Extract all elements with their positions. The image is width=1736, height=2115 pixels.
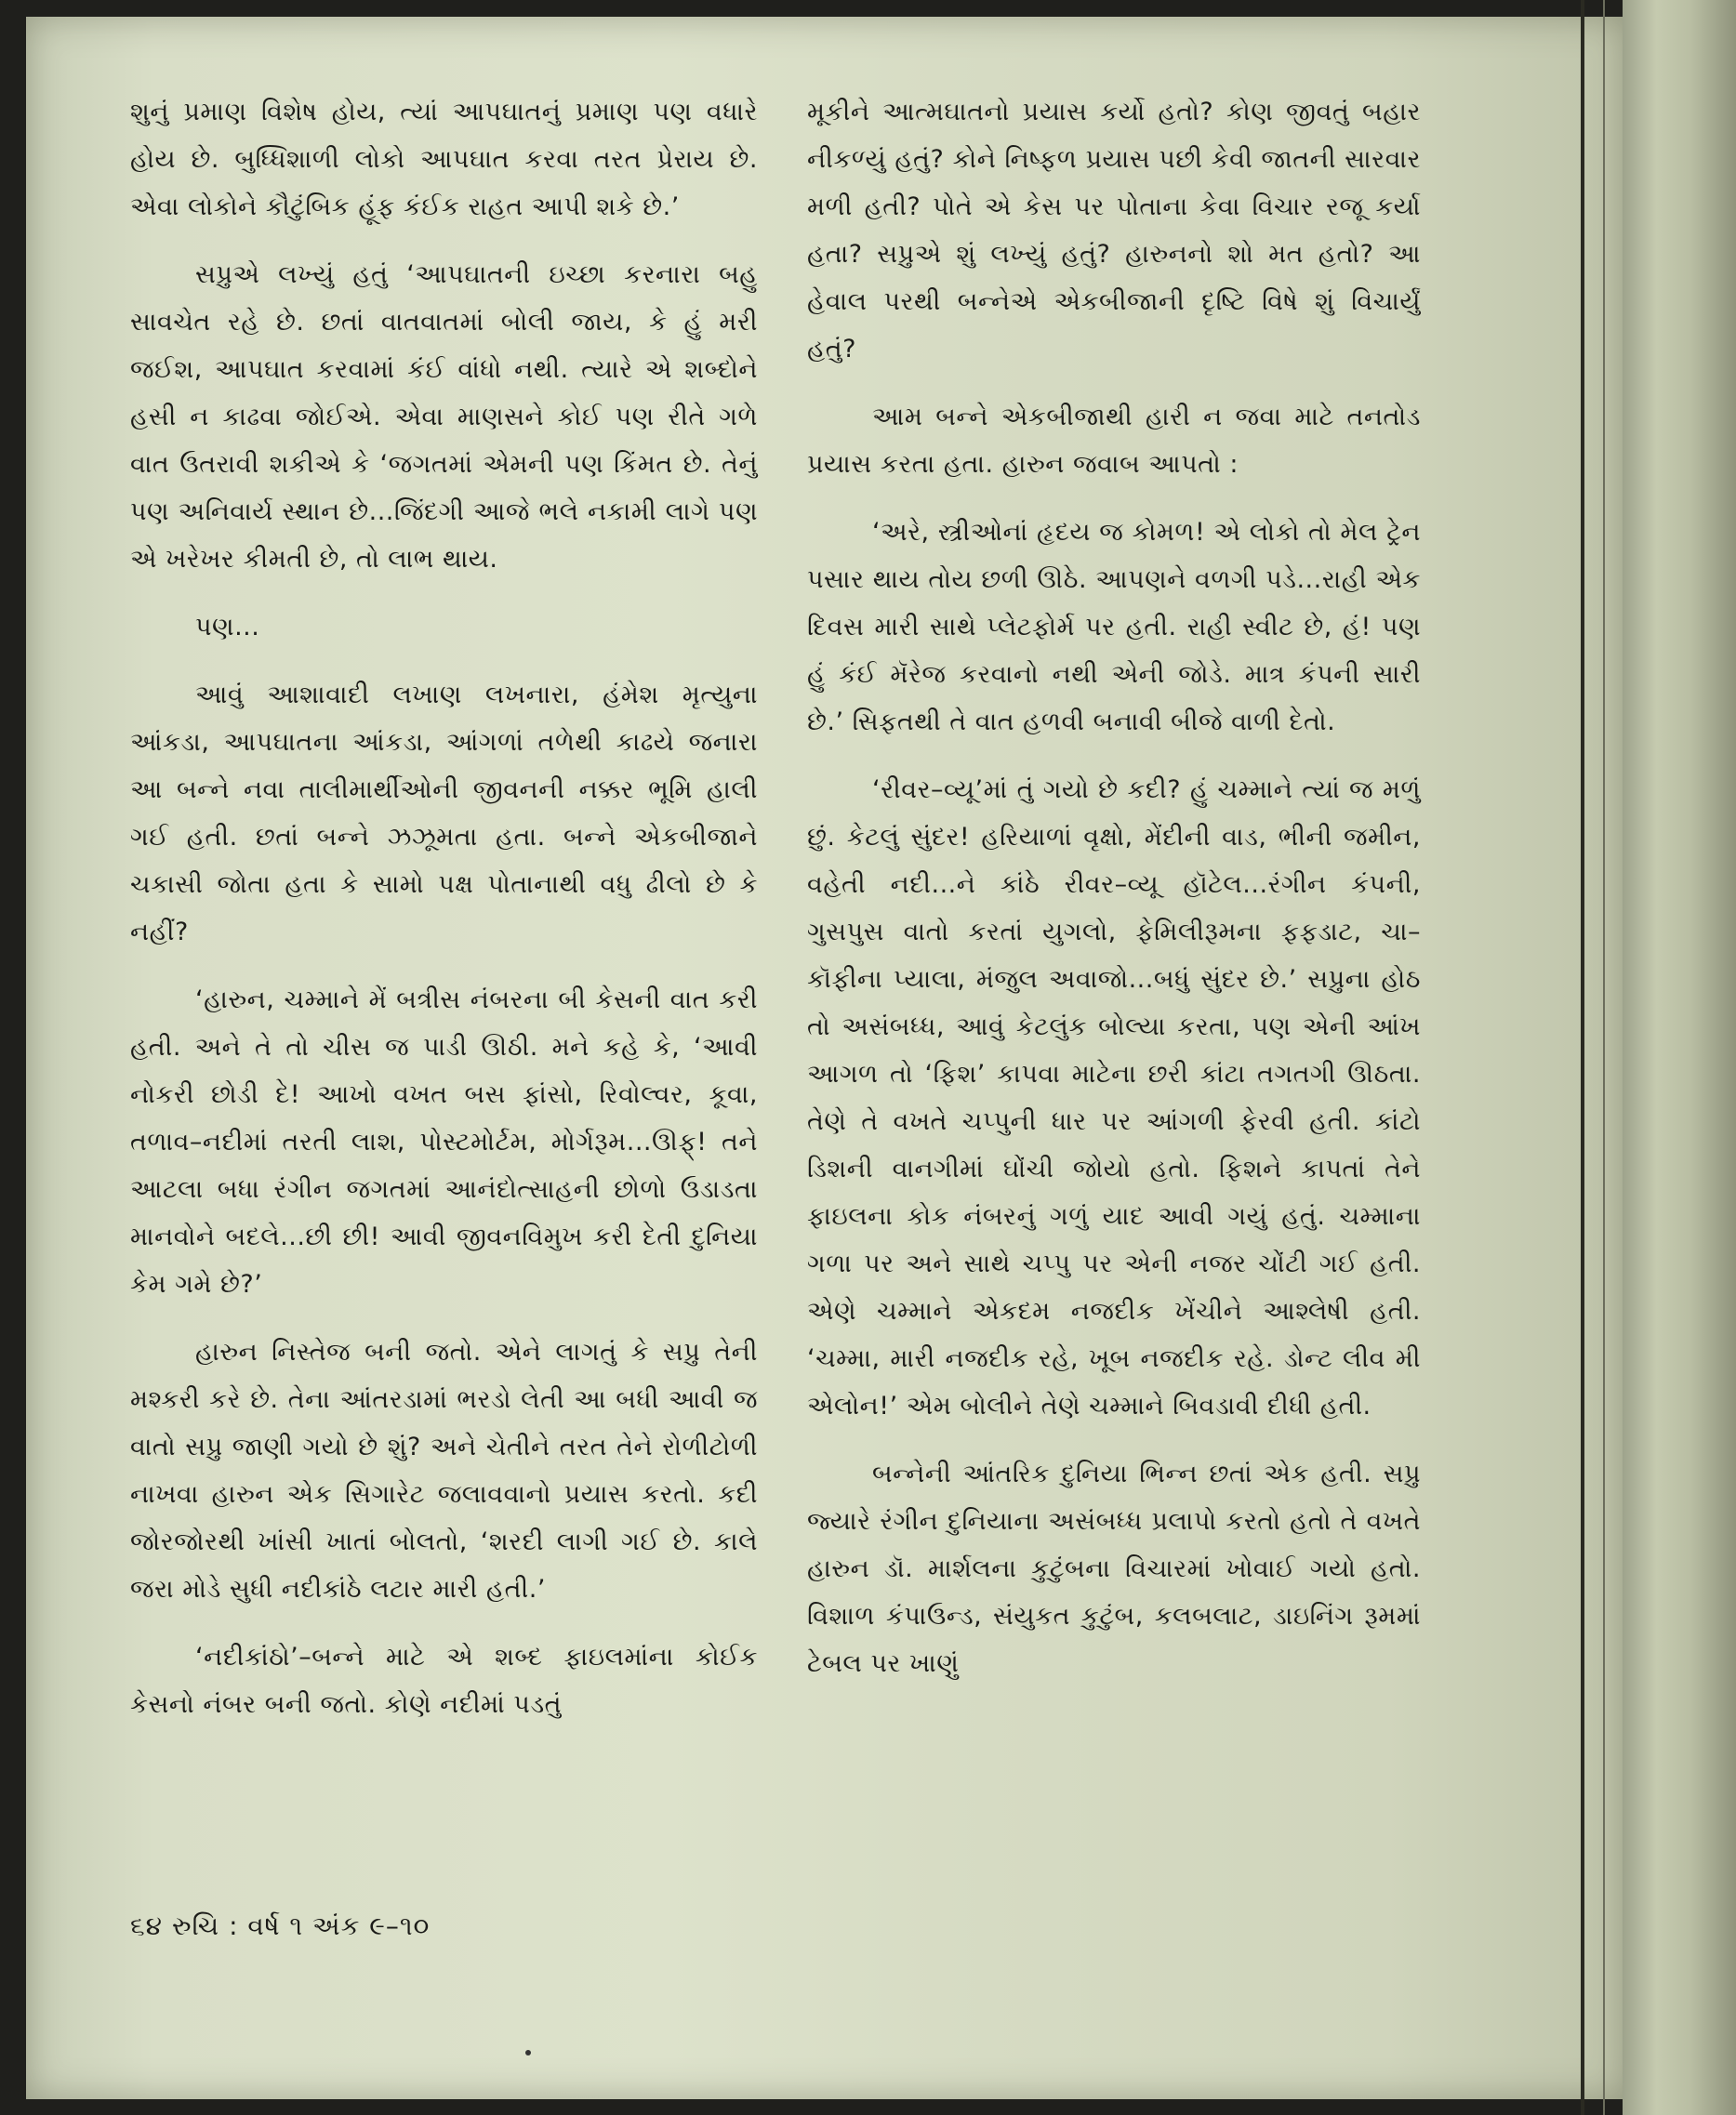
right-text-column [807, 88, 1421, 1708]
paragraph: હારુન નિસ્તેજ બની જતો. એને લાગતું કે સપ્રુ તેની મશ્કરી કરે છે. તેના આંતરડામાં ભરડો લેતી આ બધી આવી જ વાતો સપ્રુ જાણી ગયો છે શું? અને ચેતીને તરત તેને રોળીટોળી નાખવા હારુન એક સિગારેટ જલાવવાનો પ્રયાસ કરતો. કદી જોરજોરથી ખાંસી ખાતાં બોલતો, ‘શરદી લાગી ગઈ છે. કાલે જરા મોડે સુધી નદીકાંઠે લટાર મારી હતી.’ [130, 1338, 758, 1604]
paragraph: શુનું પ્રમાણ વિશેષ હોય, ત્યાં આપઘાતનું પ્રમાણ પણ વધારે હોય છે. બુધ્ધિશાળી લોકો આપઘાત કરવા તરત પ્રેરાય છે. એવા લોકોને કૌટુંબિક હૂંફ કંઈક રાહત આપી શકે છે.’ [130, 98, 758, 221]
paragraph: આમ બન્ને એકબીજાથી હારી ન જવા માટે તનતોડ પ્રયાસ કરતા હતા. હારુન જવાબ આપતો : [807, 403, 1421, 479]
paragraph: પણ... [195, 613, 260, 641]
page-footer: ૬૪ રુચિ : વર્ષ ૧ અંક ૯–૧૦ [130, 1910, 431, 1941]
paragraph: સપ્રુએ લખ્યું હતું ‘આપઘાતની ઇચ્છા કરનારા બહુ સાવચેત રહે છે. છતાં વાતવાતમાં બોલી જાય, કે હું મરી જઈશ, આપઘાત કરવામાં કંઈ વાંધો નથી. ત્યારે એ શબ્દોને હસી ન કાઢવા જોઈએ. એવા માણસને કોઈ પણ રીતે ગળે વાત ઉતરાવી શકીએ કે ‘જગતમાં એમની પણ કિંમત છે. તેનું પણ અનિવાર્ય સ્થાન છે...જિંદગી આજે ભલે નકામી લાગે પણ એ ખરેખર કીમતી છે, તો લાભ થાય. [130, 260, 758, 574]
paragraph: ‘હારુન, ચમ્માને મેં બત્રીસ નંબરના બી કેસની વાત કરી હતી. અને તે તો ચીસ જ પાડી ઊઠી. મને કહે કે, ‘આવી નોકરી છોડી દે! આખો વખત બસ ફાંસો, રિવોલ્વર, કૂવા, તળાવ–નદીમાં તરતી લાશ, પોસ્ટમોર્ટમ, મોર્ગરૂમ...ઊફ્! તને આટલા બધા રંગીન જગતમાં આનંદોત્સાહની છોળો ઉડાડતા માનવોને બદલે...છી છી! આવી જીવનવિમુખ કરી દેતી દુનિયા કેમ ગમે છે?’ [130, 985, 758, 1299]
ink-speck [525, 2050, 531, 2056]
left-text-column [130, 88, 758, 1749]
binding-fold-line [1581, 0, 1584, 2115]
binding-edge [1623, 0, 1736, 2115]
paragraph: ‘રીવર–વ્યૂ’માં તું ગયો છે કદી? હું ચમ્માને ત્યાં જ મળું છું. કેટલું સુંદર! હરિયાળાં વૃક્ષો, મેંદીની વાડ, ભીની જમીન, વહેતી નદી...ને કાંઠે રીવર–વ્યૂ હૉટેલ...રંગીન કંપની, ગુસપુસ વાતો કરતાં યુગલો, ફેમિલીરૂમના ફફડાટ, ચા–કૉફીના પ્યાલા, મંજુલ અવાજો...બધું સુંદર છે.’ સપ્રુના હોઠ તો અસંબધ્ધ, આવું કેટલુંક બોલ્યા કરતા, પણ એની આંખ આગળ તો ‘ફિશ’ કાપવા માટેના છરી કાંટા તગતગી ઊઠતા. તેણે તે વખતે ચપ્પુની ધાર પર આંગળી ફેરવી હતી. કાંટો ડિશની વાનગીમાં ઘોંચી જોયો હતો. ફિશને કાપતાં તેને ફાઇલના કોક નંબરનું ગળું યાદ આવી ગયું હતું. ચમ્માના ગળા પર અને સાથે ચપ્પુ પર એની નજર ચોંટી ગઈ હતી. એણે ચમ્માને એકદમ નજદીક ખેંચીને આશ્લેષી હતી. ‘ચમ્મા, મારી નજદીક રહે, ખૂબ નજદીક રહે. ડોન્ટ લીવ મી એલોન!’ એમ બોલીને તેણે ચમ્માને બિવડાવી દીધી હતી. [807, 775, 1421, 1421]
paragraph: આવું આશાવાદી લખાણ લખનારા, હંમેશ મૃત્યુના આંકડા, આપઘાતના આંકડા, આંગળાં તળેથી કાઢયે જનારા આ બન્ને નવા તાલીમાર્થીઓની જીવનની નક્કર ભૂમિ હાલી ગઈ હતી. છતાં બન્ને ઝઝૂમતા હતા. બન્ને એકબીજાને ચકાસી જોતા હતા કે સામો પક્ષ પોતાનાથી વધુ ઢીલો છે કે નહીં? [130, 681, 758, 946]
paragraph: મૂકીને આત્મઘાતનો પ્રયાસ કર્યો હતો? કોણ જીવતું બહાર નીકળ્યું હતું? કોને નિષ્ફળ પ્રયાસ પછી કેવી જાતની સારવાર મળી હતી? પોતે એ કેસ પર પોતાના કેવા વિચાર રજૂ કર્યા હતા? સપ્રુએ શું લખ્યું હતું? હારુનનો શો મત હતો? આ હેવાલ પરથી બન્નેએ એકબીજાની દૃષ્ટિ વિષે શું વિચાર્યું હતું? [807, 98, 1421, 364]
paragraph: ‘નદીકાંઠો’–બન્ને માટે એ શબ્દ ફાઇલમાંના કોઈક કેસનો નંબર બની જતો. કોણે નદીમાં પડતું [130, 1643, 758, 1719]
paragraph: બન્નેની આંતરિક દુનિયા ભિન્ન છતાં એક હતી. સપ્રુ જ્યારે રંગીન દુનિયાના અસંબધ્ધ પ્રલાપો કરતો હતો તે વખતે હારુન ડૉ. માર્શલના કુટુંબના વિચારમાં ખોવાઈ ગયો હતો. વિશાળ કંપાઉન્ડ, સંયુકત કુટુંબ, કલબલાટ, ડાઇનિંગ રૂમમાં ટેબલ પર ખાણું [807, 1460, 1421, 1678]
binding-fold-line-secondary [1603, 0, 1605, 2115]
paragraph: ‘અરે, સ્ત્રીઓનાં હૃદય જ કોમળ! એ લોકો તો મેલ ટ્રેન પસાર થાય તોય છળી ઊઠે. આપણને વળગી પડે...રાહી એક દિવસ મારી સાથે પ્લેટફોર્મ પર હતી. રાહી સ્વીટ છે, હં! પણ હું કંઈ મૅરેજ કરવાનો નથી એની જોડે. માત્ર કંપની સારી છે.’ સિફતથી તે વાત હળવી બનાવી બીજે વાળી દેતો. [807, 518, 1421, 736]
